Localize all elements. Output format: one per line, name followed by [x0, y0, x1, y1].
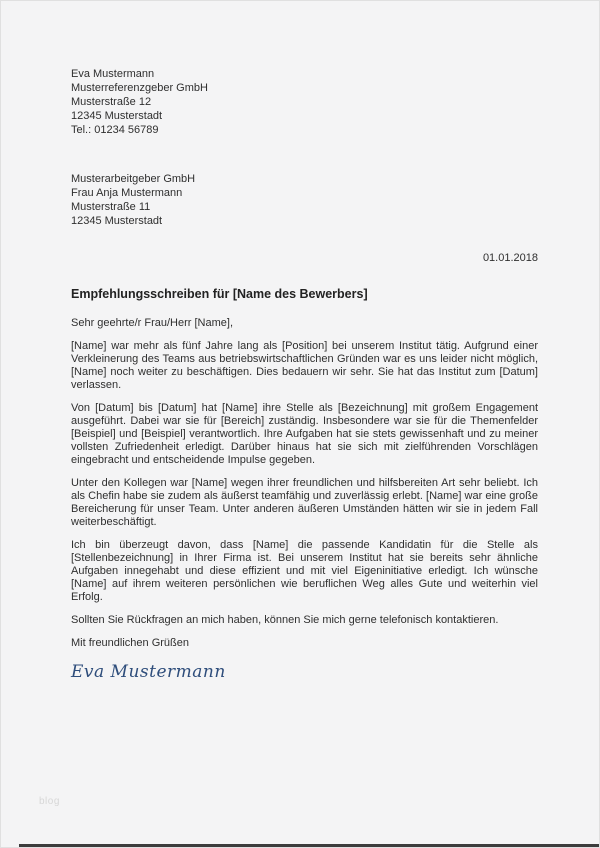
paragraph-character: Unter den Kollegen war [Name] wegen ihrer freundlichen und hilfsbereiten Art sehr beliebt. Ich als Chefin habe sie zudem als äußerst teamfähig und zuverlässig erlebt. [Name] war eine große Bereicherung für unser Team. Unter anderen äußeren Umständen hätten wir sie in jedem Fall weiterbeschäftigt.	[71, 477, 538, 528]
closing-phrase: Mit freundlichen Grüßen	[71, 637, 189, 649]
sender-street: Musterstraße 12	[71, 96, 152, 108]
letter-body	[71, 287, 538, 682]
paragraph-recommendation: Ich bin überzeugt davon, dass [Name] die passende Kandidatin für die Stelle als [Stellenbezeichnung] in Ihrer Firma ist. Bei unserem Institut hat sie bereits sehr ähnliche Aufgaben innegehabt und diese effizient und mit viel Eigeninitiative erledigt. Ich wünsche [Name] auf ihrem weiteren persönlichen wie beruflichen Weg alles Gute und weiterhin viel Erfolg.	[71, 539, 538, 603]
closing-note: Sollten Sie Rückfragen an mich haben, können Sie mich gerne telefonisch kontaktieren.	[71, 614, 499, 626]
sender-address-block	[71, 67, 208, 137]
subject-line: Empfehlungsschreiben für [Name des Bewerbers]	[71, 287, 368, 301]
paragraph-introduction: [Name] war mehr als fünf Jahre lang als [Position] bei unserem Institut tätig. Aufgrund einer Verkleinerung des Teams aus betriebswirtschaftlichen Gründen war es uns leider nicht möglich, [Name] noch weiter zu beschäftigen. Dies bedauern wir sehr. Sie hat das Institut zum [Datum] verlassen.	[71, 340, 538, 391]
recipient-street: Musterstraße 11	[71, 201, 151, 213]
sender-company: Musterreferenzgeber GmbH	[71, 82, 208, 94]
recipient-company: Musterarbeitgeber GmbH	[71, 173, 196, 185]
blog-watermark: blog	[39, 796, 60, 807]
recipient-address-block	[71, 172, 195, 228]
bottom-bar	[19, 844, 599, 847]
handwritten-signature: Eva Mustermann	[71, 662, 226, 682]
recipient-name: Frau Anja Mustermann	[71, 187, 183, 199]
letter-date: 01.01.2018	[482, 252, 538, 264]
sender-name: Eva Mustermann	[71, 68, 155, 80]
salutation: Sehr geehrte/r Frau/Herr [Name],	[71, 317, 234, 329]
sender-phone: Tel.: 01234 56789	[71, 124, 159, 136]
sender-city: 12345 Musterstadt	[71, 110, 163, 122]
paragraph-duties: Von [Datum] bis [Datum] hat [Name] ihre Stelle als [Bezeichnung] mit großem Engagement ausgeführt. Dabei war sie für [Bereich] zuständig. Insbesondere war sie für die Themenfelder [Beispiel] und [Beispiel] verantwortlich. Ihre Aufgaben hat sie stets gewissenhaft und zu meiner vollsten Zufriedenheit erledigt. Darüber hinaus hat sie sich mit zielführenden Vorschlägen eingebracht und entscheidende Impulse gegeben.	[71, 402, 538, 466]
recipient-city: 12345 Musterstadt	[71, 215, 163, 227]
